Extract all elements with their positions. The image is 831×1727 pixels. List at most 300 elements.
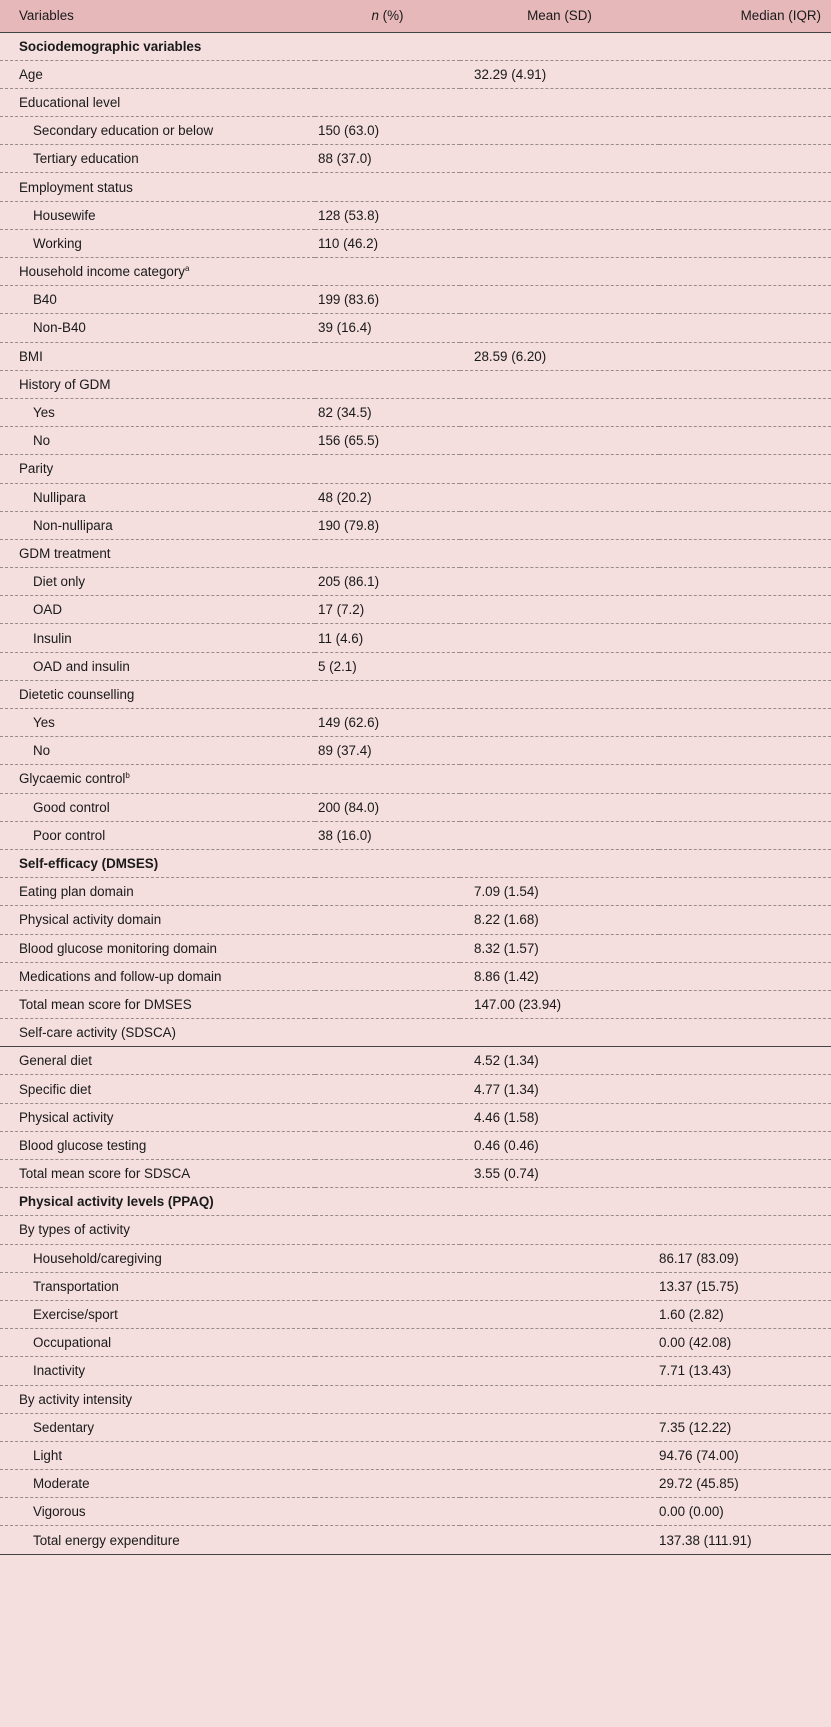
row-label-text: B40 — [33, 292, 57, 308]
row-label — [0, 821, 315, 849]
row-median-iqr — [659, 1131, 831, 1159]
table-row — [0, 398, 831, 426]
row-mean-sd — [460, 765, 659, 793]
row-label — [0, 539, 315, 567]
row-median-iqr — [659, 878, 831, 906]
row-label-text: Vigorous — [33, 1504, 86, 1520]
row-median-iqr — [659, 539, 831, 567]
row-n-percent: 150 (63.0) — [315, 117, 460, 145]
row-median-iqr — [659, 286, 831, 314]
row-mean-sd — [460, 370, 659, 398]
row-label-text: Glycaemic control — [19, 771, 126, 787]
row-label-text: Physical activity levels (PPAQ) — [19, 1194, 214, 1210]
row-label — [0, 483, 315, 511]
row-median-iqr: 0.00 (42.08) — [659, 1329, 831, 1357]
row-n-percent — [315, 1160, 460, 1188]
row-median-iqr: 7.71 (13.43) — [659, 1357, 831, 1385]
row-mean-sd — [460, 258, 659, 286]
table-row — [0, 1498, 831, 1526]
row-n-percent: 200 (84.0) — [315, 793, 460, 821]
header-mean-sd: Mean (SD) — [460, 0, 659, 32]
row-label — [0, 229, 315, 257]
row-n-percent — [315, 1300, 460, 1328]
row-median-iqr — [659, 1188, 831, 1216]
row-median-iqr — [659, 1216, 831, 1244]
row-label — [0, 709, 315, 737]
row-mean-sd — [460, 201, 659, 229]
row-n-percent: 190 (79.8) — [315, 511, 460, 539]
row-median-iqr — [659, 1047, 831, 1075]
row-label — [0, 201, 315, 229]
row-median-iqr — [659, 821, 831, 849]
row-label — [0, 1047, 315, 1075]
row-label-text: Total energy expenditure — [33, 1532, 180, 1548]
table-row — [0, 1019, 831, 1047]
table-row — [0, 1272, 831, 1300]
row-label — [0, 1329, 315, 1357]
row-median-iqr — [659, 680, 831, 708]
row-label — [0, 1019, 315, 1047]
row-label-text: Dietetic counselling — [19, 686, 135, 702]
row-n-percent — [315, 1075, 460, 1103]
table-row — [0, 1188, 831, 1216]
header-variables: Variables — [0, 0, 315, 32]
table-row — [0, 60, 831, 88]
row-mean-sd: 7.09 (1.54) — [460, 878, 659, 906]
row-mean-sd — [460, 624, 659, 652]
row-n-percent — [315, 173, 460, 201]
row-label-text: Household income category — [19, 264, 185, 280]
row-n-percent — [315, 1272, 460, 1300]
row-n-percent: 89 (37.4) — [315, 737, 460, 765]
table-row — [0, 229, 831, 257]
row-label — [0, 370, 315, 398]
table-header — [0, 0, 831, 32]
row-label — [0, 624, 315, 652]
row-mean-sd — [460, 680, 659, 708]
table-row — [0, 821, 831, 849]
row-median-iqr: 7.35 (12.22) — [659, 1413, 831, 1441]
table-row — [0, 88, 831, 116]
row-n-percent — [315, 1188, 460, 1216]
row-mean-sd: 8.86 (1.42) — [460, 962, 659, 990]
table-row — [0, 427, 831, 455]
row-n-percent: 156 (65.5) — [315, 427, 460, 455]
row-label-text: BMI — [19, 348, 43, 364]
table-row — [0, 455, 831, 483]
table-row — [0, 539, 831, 567]
row-label — [0, 680, 315, 708]
row-mean-sd — [460, 1300, 659, 1328]
table-row — [0, 568, 831, 596]
row-mean-sd — [460, 511, 659, 539]
row-label — [0, 1498, 315, 1526]
row-mean-sd — [460, 1188, 659, 1216]
row-label — [0, 1526, 315, 1554]
table-row — [0, 32, 831, 60]
row-median-iqr — [659, 934, 831, 962]
row-median-iqr — [659, 60, 831, 88]
row-label-text: Yes — [33, 715, 55, 731]
row-mean-sd — [460, 145, 659, 173]
table-body — [0, 32, 831, 1554]
row-label-text: Self-efficacy (DMSES) — [19, 856, 159, 872]
row-median-iqr — [659, 1103, 831, 1131]
row-label — [0, 1272, 315, 1300]
row-label — [0, 1188, 315, 1216]
row-mean-sd — [460, 1329, 659, 1357]
row-label-text: Specific diet — [19, 1081, 92, 1097]
row-mean-sd: 28.59 (6.20) — [460, 342, 659, 370]
row-label-text: Physical activity domain — [19, 912, 162, 928]
row-label-text: Poor control — [33, 827, 106, 843]
row-n-percent — [315, 539, 460, 567]
table-row — [0, 624, 831, 652]
row-label-text: History of GDM — [19, 376, 111, 392]
row-n-percent — [315, 1103, 460, 1131]
row-n-percent — [315, 878, 460, 906]
row-label — [0, 173, 315, 201]
row-n-percent — [315, 849, 460, 877]
row-label — [0, 878, 315, 906]
row-n-percent: 149 (62.6) — [315, 709, 460, 737]
row-label — [0, 990, 315, 1018]
table-row — [0, 1470, 831, 1498]
row-median-iqr — [659, 145, 831, 173]
row-n-percent: 110 (46.2) — [315, 229, 460, 257]
row-n-percent — [315, 1441, 460, 1469]
row-mean-sd: 8.32 (1.57) — [460, 934, 659, 962]
row-median-iqr: 29.72 (45.85) — [659, 1470, 831, 1498]
row-label — [0, 342, 315, 370]
row-mean-sd — [460, 229, 659, 257]
row-label-text: By activity intensity — [19, 1391, 133, 1407]
row-mean-sd: 8.22 (1.68) — [460, 906, 659, 934]
row-n-percent — [315, 1244, 460, 1272]
row-median-iqr — [659, 1385, 831, 1413]
row-label-text: Light — [33, 1447, 63, 1463]
row-label-text: Sociodemographic variables — [19, 38, 202, 54]
row-label — [0, 1075, 315, 1103]
row-label-text: Total mean score for DMSES — [19, 996, 192, 1012]
row-n-percent — [315, 60, 460, 88]
row-label-text: Insulin — [33, 630, 72, 646]
row-label-text: Blood glucose testing — [19, 1137, 147, 1153]
row-n-percent — [315, 765, 460, 793]
table-row — [0, 962, 831, 990]
row-mean-sd — [460, 427, 659, 455]
row-n-percent — [315, 342, 460, 370]
row-label — [0, 1300, 315, 1328]
row-label-text: Parity — [19, 461, 54, 477]
row-label — [0, 1357, 315, 1385]
row-mean-sd — [460, 1526, 659, 1554]
row-label — [0, 88, 315, 116]
row-label-text: Total mean score for SDSCA — [19, 1166, 191, 1182]
table-row — [0, 878, 831, 906]
row-label — [0, 286, 315, 314]
row-mean-sd — [460, 1019, 659, 1047]
row-label-text: Working — [33, 235, 82, 251]
row-median-iqr — [659, 229, 831, 257]
row-mean-sd: 32.29 (4.91) — [460, 60, 659, 88]
table-row — [0, 737, 831, 765]
row-n-percent — [315, 1498, 460, 1526]
table-row — [0, 1131, 831, 1159]
table-row — [0, 1216, 831, 1244]
row-label-text: OAD and insulin — [33, 658, 130, 674]
row-median-iqr: 137.38 (111.91) — [659, 1526, 831, 1554]
row-label — [0, 1413, 315, 1441]
row-mean-sd — [460, 1216, 659, 1244]
row-label-text: Self-care activity (SDSCA) — [19, 1025, 176, 1041]
row-label — [0, 596, 315, 624]
row-label — [0, 145, 315, 173]
row-n-percent — [315, 934, 460, 962]
row-label-text: Nullipara — [33, 489, 86, 505]
table-row — [0, 652, 831, 680]
row-n-percent: 205 (86.1) — [315, 568, 460, 596]
row-median-iqr — [659, 483, 831, 511]
row-mean-sd: 147.00 (23.94) — [460, 990, 659, 1018]
row-median-iqr — [659, 793, 831, 821]
row-n-percent — [315, 32, 460, 60]
row-mean-sd — [460, 737, 659, 765]
row-label-text: Blood glucose monitoring domain — [19, 940, 218, 956]
row-label-text: Occupational — [33, 1335, 112, 1351]
footnote-marker: a — [185, 264, 190, 274]
row-median-iqr: 86.17 (83.09) — [659, 1244, 831, 1272]
row-n-percent: 199 (83.6) — [315, 286, 460, 314]
row-median-iqr — [659, 596, 831, 624]
row-mean-sd — [460, 398, 659, 426]
header-n-percent — [315, 0, 460, 32]
row-label-text: Non-nullipara — [33, 517, 113, 533]
table-row — [0, 990, 831, 1018]
row-mean-sd — [460, 314, 659, 342]
row-n-percent: 48 (20.2) — [315, 483, 460, 511]
row-label-text: Good control — [33, 799, 110, 815]
row-label — [0, 60, 315, 88]
row-label-text: Transportation — [33, 1278, 119, 1294]
row-median-iqr — [659, 962, 831, 990]
row-mean-sd — [460, 1385, 659, 1413]
row-mean-sd: 4.77 (1.34) — [460, 1075, 659, 1103]
row-label-text: Housewife — [33, 207, 96, 223]
table-row — [0, 1103, 831, 1131]
table-row — [0, 1441, 831, 1469]
row-label — [0, 258, 315, 286]
row-median-iqr — [659, 370, 831, 398]
row-median-iqr — [659, 511, 831, 539]
table-row — [0, 286, 831, 314]
row-label — [0, 398, 315, 426]
table-row — [0, 370, 831, 398]
table-row — [0, 511, 831, 539]
row-label — [0, 1131, 315, 1159]
row-median-iqr — [659, 765, 831, 793]
row-label — [0, 652, 315, 680]
row-label — [0, 32, 315, 60]
row-n-percent — [315, 1329, 460, 1357]
row-median-iqr — [659, 201, 831, 229]
row-label-text: OAD — [33, 602, 63, 618]
row-median-iqr — [659, 990, 831, 1018]
row-mean-sd: 3.55 (0.74) — [460, 1160, 659, 1188]
row-median-iqr — [659, 455, 831, 483]
row-label-text: Age — [19, 66, 43, 82]
row-label — [0, 1103, 315, 1131]
row-label — [0, 568, 315, 596]
row-median-iqr — [659, 342, 831, 370]
table-row — [0, 680, 831, 708]
row-median-iqr — [659, 88, 831, 116]
row-median-iqr — [659, 398, 831, 426]
row-label-text: Eating plan domain — [19, 884, 134, 900]
row-label-text: Household/caregiving — [33, 1250, 162, 1266]
row-median-iqr — [659, 1075, 831, 1103]
row-mean-sd — [460, 1272, 659, 1300]
row-n-percent — [315, 1019, 460, 1047]
row-label-text: Exercise/sport — [33, 1307, 118, 1323]
row-mean-sd — [460, 32, 659, 60]
table-row — [0, 1160, 831, 1188]
row-label — [0, 906, 315, 934]
row-label-text: Sedentary — [33, 1419, 95, 1435]
header-n-suffix: (%) — [378, 8, 404, 24]
row-mean-sd — [460, 793, 659, 821]
row-median-iqr — [659, 117, 831, 145]
row-n-percent — [315, 370, 460, 398]
row-median-iqr: 13.37 (15.75) — [659, 1272, 831, 1300]
row-label — [0, 511, 315, 539]
row-label-text: No — [33, 433, 51, 449]
row-label-text: Non-B40 — [33, 320, 86, 336]
row-median-iqr — [659, 849, 831, 877]
table-row — [0, 709, 831, 737]
row-label-text: Secondary education or below — [33, 123, 214, 139]
row-label-text: Yes — [33, 405, 55, 421]
row-n-percent — [315, 455, 460, 483]
row-label-text: GDM treatment — [19, 545, 111, 561]
row-label-text: No — [33, 743, 51, 759]
table-row — [0, 849, 831, 877]
row-n-percent — [315, 1357, 460, 1385]
row-median-iqr — [659, 737, 831, 765]
row-label — [0, 427, 315, 455]
row-mean-sd: 0.46 (0.46) — [460, 1131, 659, 1159]
row-n-percent: 38 (16.0) — [315, 821, 460, 849]
table-row — [0, 765, 831, 793]
row-mean-sd — [460, 568, 659, 596]
row-mean-sd — [460, 596, 659, 624]
row-label — [0, 314, 315, 342]
row-label — [0, 737, 315, 765]
row-n-percent — [315, 1385, 460, 1413]
table-row — [0, 483, 831, 511]
table-row — [0, 173, 831, 201]
row-median-iqr — [659, 258, 831, 286]
row-median-iqr — [659, 32, 831, 60]
row-n-percent: 128 (53.8) — [315, 201, 460, 229]
row-label-text: General diet — [19, 1053, 92, 1069]
row-label-text: Physical activity — [19, 1109, 114, 1125]
row-label — [0, 765, 315, 793]
row-median-iqr — [659, 652, 831, 680]
table-row — [0, 1357, 831, 1385]
row-mean-sd — [460, 539, 659, 567]
header-row — [0, 0, 831, 32]
row-median-iqr — [659, 173, 831, 201]
row-label — [0, 1470, 315, 1498]
header-median-iqr: Median (IQR) — [659, 0, 831, 32]
row-mean-sd — [460, 821, 659, 849]
row-n-percent: 82 (34.5) — [315, 398, 460, 426]
row-mean-sd — [460, 455, 659, 483]
row-n-percent — [315, 1526, 460, 1554]
row-median-iqr — [659, 1019, 831, 1047]
row-n-percent — [315, 680, 460, 708]
row-median-iqr — [659, 314, 831, 342]
row-label-text: Diet only — [33, 574, 86, 590]
table-row — [0, 596, 831, 624]
row-median-iqr — [659, 624, 831, 652]
row-mean-sd — [460, 1357, 659, 1385]
row-median-iqr — [659, 906, 831, 934]
row-mean-sd — [460, 88, 659, 116]
row-label-text: Tertiary education — [33, 151, 139, 167]
row-n-percent: 39 (16.4) — [315, 314, 460, 342]
table-row — [0, 1075, 831, 1103]
table-row — [0, 1385, 831, 1413]
table-row — [0, 906, 831, 934]
row-n-percent — [315, 1131, 460, 1159]
row-label-text: Moderate — [33, 1476, 90, 1492]
table-row — [0, 258, 831, 286]
row-mean-sd — [460, 1244, 659, 1272]
row-label — [0, 1385, 315, 1413]
row-label-text: By types of activity — [19, 1222, 130, 1238]
table-row — [0, 1300, 831, 1328]
row-label — [0, 849, 315, 877]
row-n-percent: 11 (4.6) — [315, 624, 460, 652]
row-label — [0, 455, 315, 483]
row-median-iqr — [659, 568, 831, 596]
table-row — [0, 1526, 831, 1554]
table-row — [0, 201, 831, 229]
row-mean-sd — [460, 1470, 659, 1498]
row-label-text: Inactivity — [33, 1363, 86, 1379]
table-row — [0, 117, 831, 145]
table-row — [0, 145, 831, 173]
row-median-iqr — [659, 709, 831, 737]
row-median-iqr — [659, 427, 831, 455]
row-label — [0, 1216, 315, 1244]
row-median-iqr: 0.00 (0.00) — [659, 1498, 831, 1526]
row-n-percent: 17 (7.2) — [315, 596, 460, 624]
row-label-text: Employment status — [19, 179, 133, 195]
table-row — [0, 793, 831, 821]
row-mean-sd — [460, 1498, 659, 1526]
row-n-percent — [315, 1216, 460, 1244]
row-n-percent — [315, 1413, 460, 1441]
row-n-percent — [315, 962, 460, 990]
row-n-percent — [315, 1470, 460, 1498]
row-median-iqr: 1.60 (2.82) — [659, 1300, 831, 1328]
table-row — [0, 1244, 831, 1272]
row-n-percent — [315, 258, 460, 286]
table-row — [0, 934, 831, 962]
